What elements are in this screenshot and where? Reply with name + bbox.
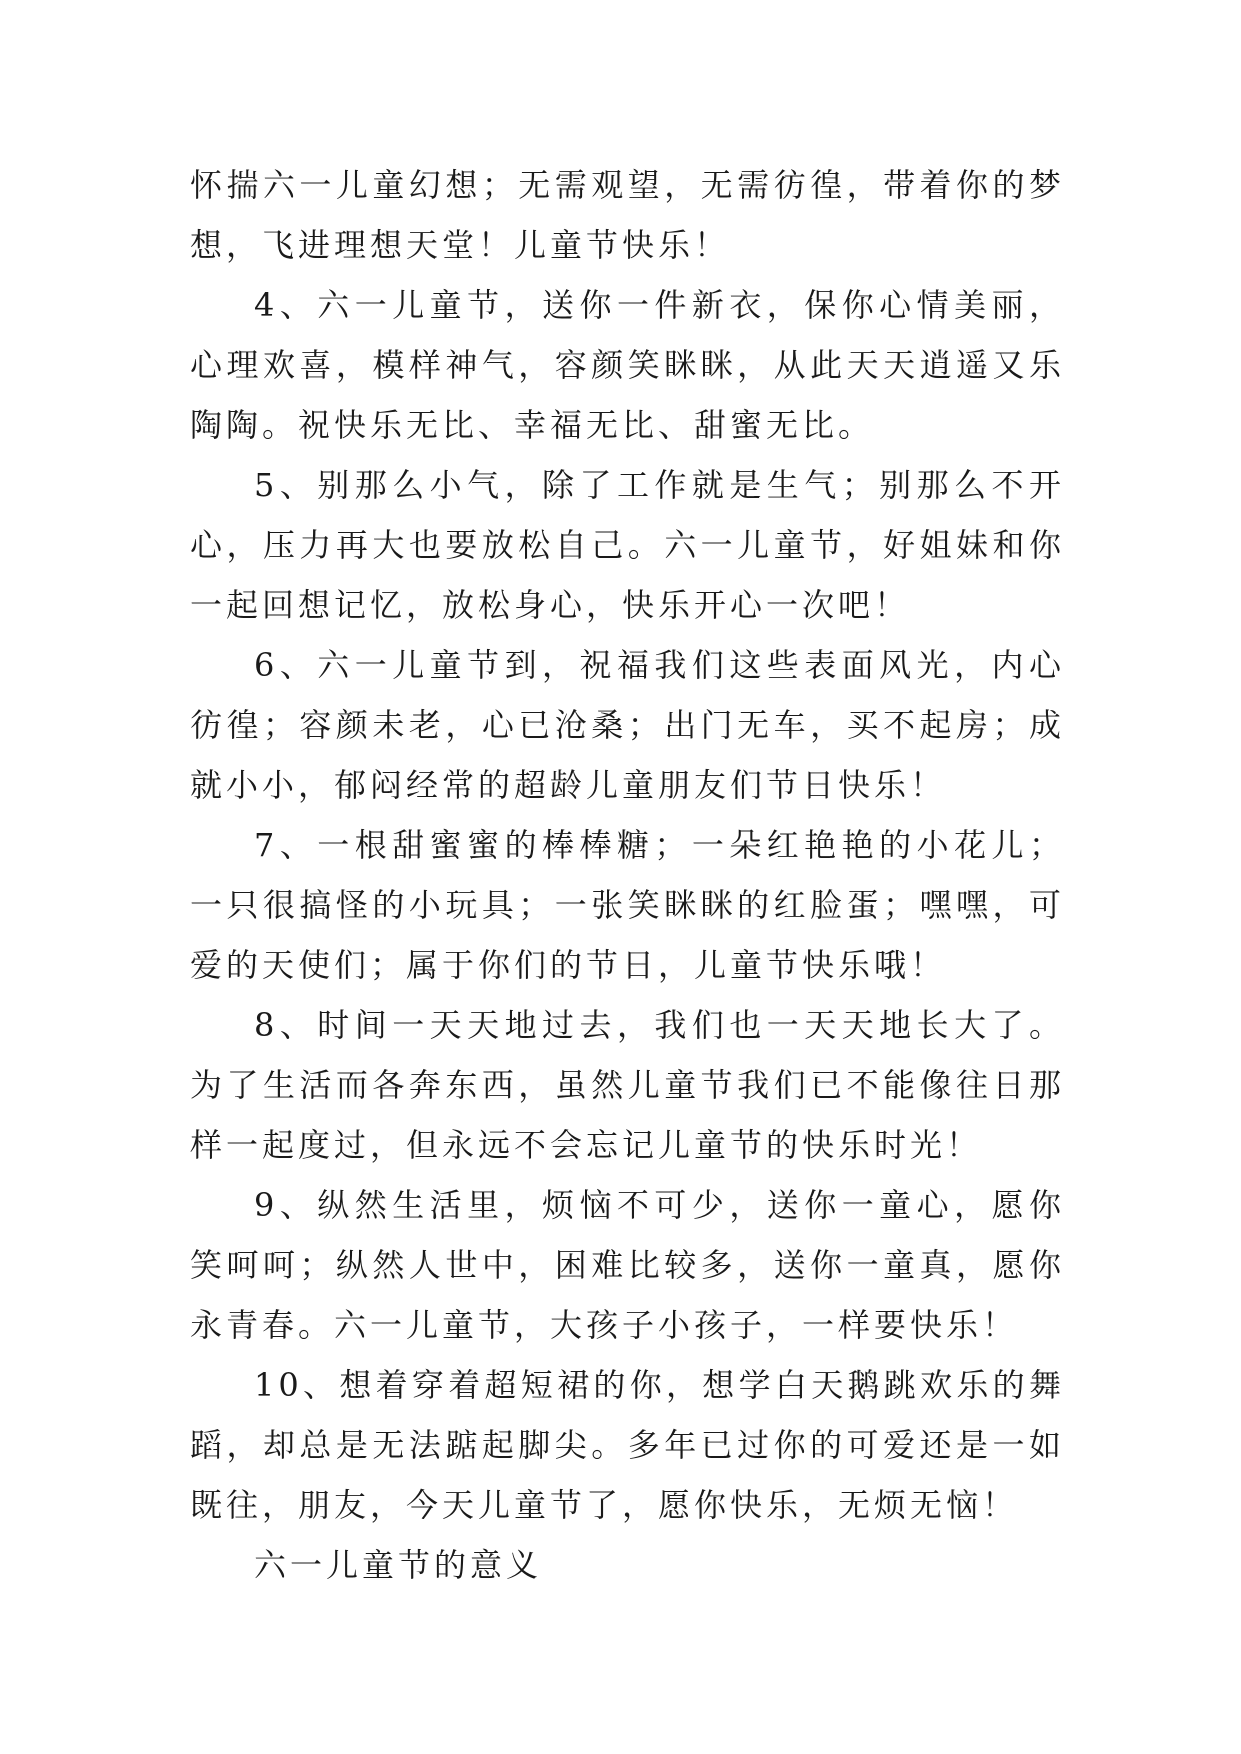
document-body: [190, 155, 1065, 1595]
paragraph-item-6: 6、六一儿童节到，祝福我们这些表面风光，内心彷徨；容颜未老，心已沧桑；出门无车，买不起房；成就小小，郁闷经常的超龄儿童朋友们节日快乐！: [190, 646, 1065, 804]
paragraph-item-7: 7、一根甜蜜蜜的棒棒糖；一朵红艳艳的小花儿；一只很搞怪的小玩具；一张笑眯眯的红脸蛋；嘿嘿，可爱的天使们；属于你们的节日，儿童节快乐哦！: [190, 826, 1065, 984]
paragraph-continued: 怀揣六一儿童幻想；无需观望，无需彷徨，带着你的梦想，飞进理想天堂！儿童节快乐！: [190, 166, 1065, 264]
section-heading: 六一儿童节的意义: [254, 1546, 543, 1584]
paragraph-item-4: 4、六一儿童节，送你一件新衣，保你心情美丽，心理欢喜，模样神气，容颜笑眯眯，从此天天逍遥又乐陶陶。祝快乐无比、幸福无比、甜蜜无比。: [190, 286, 1065, 444]
paragraph-item-8: 8、时间一天天地过去，我们也一天天地长大了。为了生活而各奔东西，虽然儿童节我们已不能像往日那样一起度过，但永远不会忘记儿童节的快乐时光！: [190, 1006, 1065, 1164]
paragraph-item-5: 5、别那么小气，除了工作就是生气；别那么不开心，压力再大也要放松自己。六一儿童节，好姐妹和你一起回想记忆，放松身心，快乐开心一次吧！: [190, 466, 1065, 624]
paragraph-item-9: 9、纵然生活里，烦恼不可少，送你一童心，愿你笑呵呵；纵然人世中，困难比较多，送你一童真，愿你永青春。六一儿童节，大孩子小孩子，一样要快乐！: [190, 1186, 1065, 1344]
paragraph-item-10: 10、想着穿着超短裙的你，想学白天鹅跳欢乐的舞蹈，却总是无法踮起脚尖。多年已过你的可爱还是一如既往，朋友，今天儿童节了，愿你快乐，无烦无恼！: [190, 1366, 1065, 1524]
